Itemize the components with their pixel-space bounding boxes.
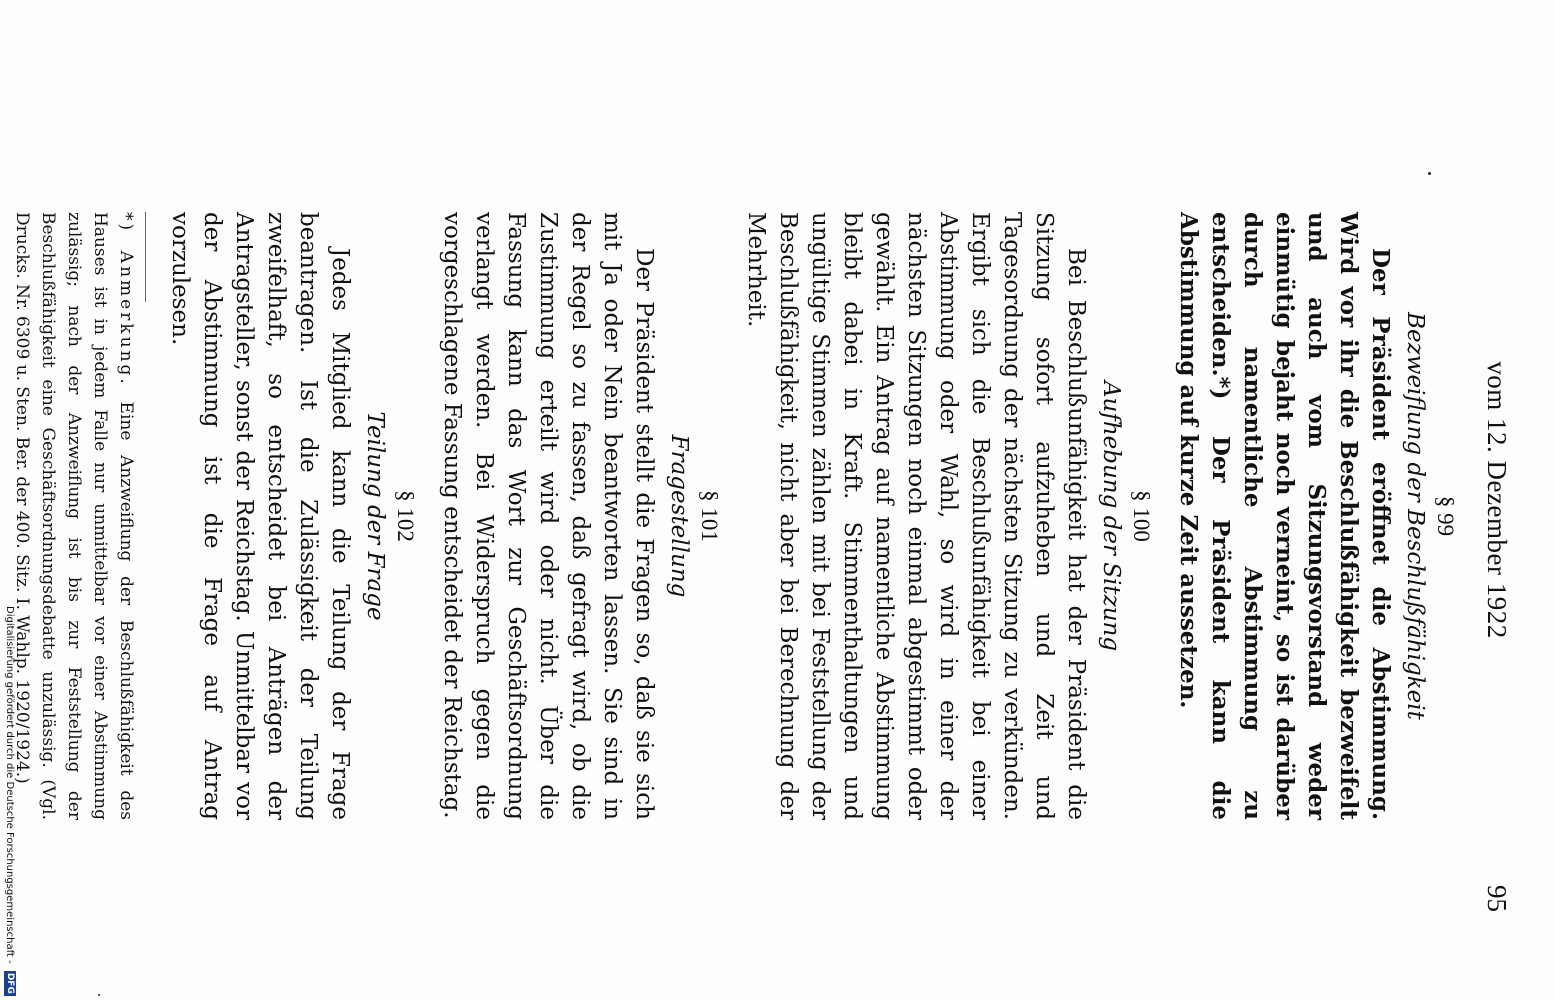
- section-text: Jedes Mitglied kann die Teilung der Frage beantragen. Ist die Zulässigkeit der Teilung zweifelhaft, so entscheidet bei Anträgen der Antragsteller, sonst der Reichstag. Unmittelbar vor der Abstimmung ist die Frage auf Antrag vorzulesen.: [167, 212, 353, 820]
- footnote-label: *) Anmerkung.: [116, 212, 136, 387]
- section-number: § 101: [697, 490, 722, 542]
- page-header: [1472, 60, 1512, 940]
- section-100: [740, 212, 1154, 820]
- footnote: [9, 212, 139, 820]
- footnote-text: Eine Anzweiflung der Beschlußfähigkeit des Hauses ist in jedem Falle nur unmittelbar vor einer Abstimmung zulässig; nach der Anzweiflung ist bis zur Feststellung der Beschlußfähigkeit eine Geschäftsordnungsdebatte unzulässig. (Vgl. Drucks. Nr. 6309 u. Sten. Ber. der 400. Sitz. I. Wahlp. 1920/1924.): [12, 212, 136, 821]
- section-102: [164, 212, 418, 820]
- section-number: § 102: [393, 490, 418, 542]
- section-heading: Fragestellung: [666, 434, 692, 598]
- section-heading: Aufhebung der Sitzung: [1098, 380, 1124, 652]
- dfg-logo-icon: DFG: [5, 972, 15, 994]
- header-title: vom 12. Dezember 1922: [1482, 361, 1512, 639]
- digitization-credit: [2, 606, 16, 994]
- page-body: [9, 212, 1458, 820]
- scan-speck: [1428, 172, 1431, 175]
- scan-speck: [98, 994, 100, 996]
- credit-text: Digitalisierung gefördert durch die Deutsche Forschungsgemeinschaft -: [4, 606, 15, 964]
- section-number: § 100: [1129, 490, 1154, 542]
- section-text: Bei Beschlußunfähigkeit hat der Präsident die Sitzung sofort aufzuheben und Zeit und Tagesordnung der nächsten Sitzung zu verkünden. Ergibt sich die Beschlußunfähigkeit bei einer Abstimmung oder Wahl, so wird in einer der nächsten Sitzungen noch einmal abgestimmt oder gewählt. Ein Antrag auf namentliche Abstimmung bleibt dabei in Kraft. Stimmenthaltungen und ungültige Stimmen zählen mit bei Feststellung der Beschlußfähigkeit, nicht aber bei Berechnung der Mehrheit.: [743, 212, 1089, 820]
- section-number: § 99: [1433, 495, 1458, 537]
- section-99: [1172, 212, 1458, 820]
- section-text: Der Präsident stellt die Fragen so, daß sie sich mit Ja oder Nein beantworten lassen. Sie sind in der Regel so zu fassen, daß gefragt wird, ob die Zustimmung erteilt wird oder nicht. Über die Fassung kann das Wort zur Geschäftsordnung verlangt werden. Bei Widerspruch gegen die vorgeschlagene Fassung entscheidet der Reichstag.: [439, 212, 657, 820]
- section-heading: Bezweiflung der Beschlußfähigkeit: [1402, 312, 1428, 720]
- page-number: 95: [1482, 885, 1512, 912]
- footnote-divider: [145, 212, 146, 302]
- section-heading: Teilung der Frage: [362, 411, 388, 621]
- section-text: Der Präsident eröffnet die Abstimmung. Wird vor ihr die Beschlußfähigkeit bezweifelt und auch vom Sitzungsvorstand weder einmütig bejaht noch verneint, so ist darüber durch namentliche Abstimmung zu entscheiden.*) Der Präsident kann die Abstimmung auf kurze Zeit aussetzen.: [1175, 212, 1394, 820]
- section-101: [436, 212, 722, 820]
